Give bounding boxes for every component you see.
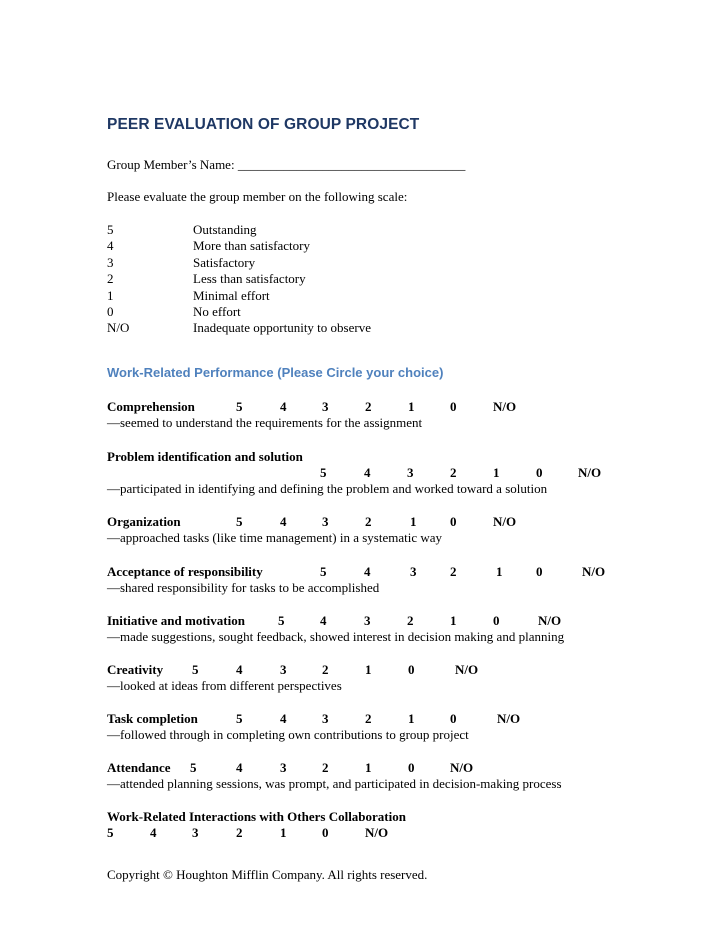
scale-value: 1 bbox=[107, 287, 114, 303]
scale-value: N/O bbox=[107, 320, 130, 336]
copyright-notice: Copyright © Houghton Mifflin Company. All rights reserved. bbox=[107, 867, 428, 882]
scale-value: 2 bbox=[107, 271, 114, 287]
scale-description: More than satisfactory bbox=[193, 238, 310, 254]
score-option[interactable]: 4 bbox=[364, 564, 371, 579]
criterion-name: Attendance bbox=[107, 760, 171, 775]
score-option[interactable]: 5 bbox=[192, 662, 199, 677]
score-option[interactable]: 0 bbox=[536, 465, 543, 480]
score-option[interactable]: 2 bbox=[365, 711, 372, 726]
score-option[interactable]: N/O bbox=[582, 564, 606, 579]
criterion-description: —looked at ideas from different perspectives bbox=[107, 678, 342, 693]
score-option[interactable]: 2 bbox=[450, 564, 457, 579]
score-option[interactable]: 3 bbox=[322, 399, 329, 414]
scale-value: 4 bbox=[107, 238, 114, 254]
criterion-description: —seemed to understand the requirements for the assignment bbox=[107, 415, 423, 430]
score-option[interactable]: 5 bbox=[236, 514, 243, 529]
scale-description: Satisfactory bbox=[193, 254, 256, 270]
score-option[interactable]: 2 bbox=[322, 760, 329, 775]
score-option[interactable]: 5 bbox=[107, 825, 114, 840]
section-heading: Work-Related Performance (Please Circle your choice) bbox=[107, 365, 444, 380]
score-option[interactable]: 1 bbox=[365, 662, 372, 677]
scale-description: Inadequate opportunity to observe bbox=[193, 320, 371, 336]
score-option[interactable]: 4 bbox=[320, 613, 327, 628]
score-option[interactable]: N/O bbox=[538, 613, 562, 628]
score-option[interactable]: 1 bbox=[496, 564, 503, 579]
criterion-description: —attended planning sessions, was prompt, and participated in decision-making process bbox=[107, 776, 562, 791]
score-option[interactable]: 5 bbox=[236, 399, 243, 414]
score-option[interactable]: 4 bbox=[280, 514, 287, 529]
score-option[interactable]: 1 bbox=[408, 711, 415, 726]
score-option[interactable]: 2 bbox=[407, 613, 414, 628]
score-option[interactable]: 0 bbox=[450, 711, 457, 726]
score-option[interactable]: 0 bbox=[322, 825, 329, 840]
score-option[interactable]: 4 bbox=[280, 711, 287, 726]
scale-value: 3 bbox=[107, 254, 114, 270]
score-option[interactable]: 1 bbox=[408, 399, 415, 414]
scale-description: Minimal effort bbox=[193, 287, 270, 303]
criterion-name: Acceptance of responsibility bbox=[107, 564, 263, 579]
score-option[interactable]: N/O bbox=[450, 760, 474, 775]
criterion-name: Task completion bbox=[107, 711, 198, 726]
score-option[interactable]: 1 bbox=[365, 760, 372, 775]
score-option[interactable]: 4 bbox=[236, 662, 243, 677]
criterion-name: Creativity bbox=[107, 662, 164, 677]
score-option[interactable]: 3 bbox=[280, 662, 287, 677]
criterion-description: —shared responsibility for tasks to be accomplished bbox=[107, 580, 380, 595]
score-option[interactable]: 1 bbox=[410, 514, 417, 529]
score-option[interactable]: 3 bbox=[322, 711, 329, 726]
criterion-name: Organization bbox=[107, 514, 181, 529]
score-option[interactable]: 0 bbox=[408, 760, 415, 775]
score-option[interactable]: 5 bbox=[278, 613, 285, 628]
score-option[interactable]: 3 bbox=[192, 825, 199, 840]
scale-description: Outstanding bbox=[193, 222, 257, 237]
score-option[interactable]: 5 bbox=[236, 711, 243, 726]
score-option[interactable]: 5 bbox=[320, 564, 327, 579]
score-option[interactable]: 5 bbox=[190, 760, 197, 775]
scale-description: Less than satisfactory bbox=[193, 271, 306, 287]
score-option[interactable]: 0 bbox=[408, 662, 415, 677]
score-option[interactable]: 4 bbox=[150, 825, 157, 840]
scale-value: 0 bbox=[107, 304, 114, 319]
criterion-description: —followed through in completing own contributions to group project bbox=[107, 727, 469, 742]
score-option[interactable]: 3 bbox=[364, 613, 371, 628]
scale-intro: Please evaluate the group member on the following scale: bbox=[107, 189, 408, 204]
score-option[interactable]: 2 bbox=[450, 465, 457, 480]
score-option[interactable]: 4 bbox=[280, 399, 287, 414]
score-option[interactable]: N/O bbox=[493, 399, 517, 414]
score-option[interactable]: 0 bbox=[450, 399, 457, 414]
criterion-description: —participated in identifying and defining the problem and worked toward a solution bbox=[107, 481, 548, 496]
score-option[interactable]: 2 bbox=[365, 399, 372, 414]
score-option[interactable]: 0 bbox=[450, 514, 457, 529]
score-option[interactable]: N/O bbox=[493, 514, 517, 529]
score-option[interactable]: 3 bbox=[280, 760, 287, 775]
score-option[interactable]: N/O bbox=[365, 825, 389, 840]
score-option[interactable]: 3 bbox=[410, 564, 417, 579]
score-option[interactable]: 4 bbox=[364, 465, 371, 480]
score-option[interactable]: 4 bbox=[236, 760, 243, 775]
score-option[interactable]: 1 bbox=[493, 465, 500, 480]
score-option[interactable]: 1 bbox=[280, 825, 287, 840]
scale-value: 5 bbox=[107, 222, 114, 237]
member-name-line: Group Member’s Name: ___________________________________ bbox=[107, 157, 466, 172]
score-option[interactable]: 1 bbox=[450, 613, 457, 628]
score-option[interactable]: 3 bbox=[322, 514, 329, 529]
score-option[interactable]: N/O bbox=[497, 711, 521, 726]
score-option[interactable]: 5 bbox=[320, 465, 327, 480]
document-title: PEER EVALUATION OF GROUP PROJECT bbox=[107, 116, 420, 133]
score-option[interactable]: N/O bbox=[455, 662, 479, 677]
score-option[interactable]: 2 bbox=[322, 662, 329, 677]
score-option[interactable]: N/O bbox=[578, 465, 602, 480]
score-option[interactable]: 2 bbox=[365, 514, 372, 529]
criterion-description: —approached tasks (like time management) in a systematic way bbox=[107, 530, 442, 545]
criterion-name: Work-Related Interactions with Others Collaboration bbox=[107, 809, 406, 824]
score-option[interactable]: 3 bbox=[407, 465, 414, 480]
score-option[interactable]: 0 bbox=[536, 564, 543, 579]
criterion-name: Problem identification and solution bbox=[107, 449, 303, 464]
scale-description: No effort bbox=[193, 304, 241, 319]
score-option[interactable]: 0 bbox=[493, 613, 500, 628]
score-option[interactable]: 2 bbox=[236, 825, 243, 840]
criterion-name: Initiative and motivation bbox=[107, 613, 245, 628]
criterion-name: Comprehension bbox=[107, 399, 195, 414]
criterion-description: —made suggestions, sought feedback, showed interest in decision making and planning bbox=[107, 629, 565, 644]
